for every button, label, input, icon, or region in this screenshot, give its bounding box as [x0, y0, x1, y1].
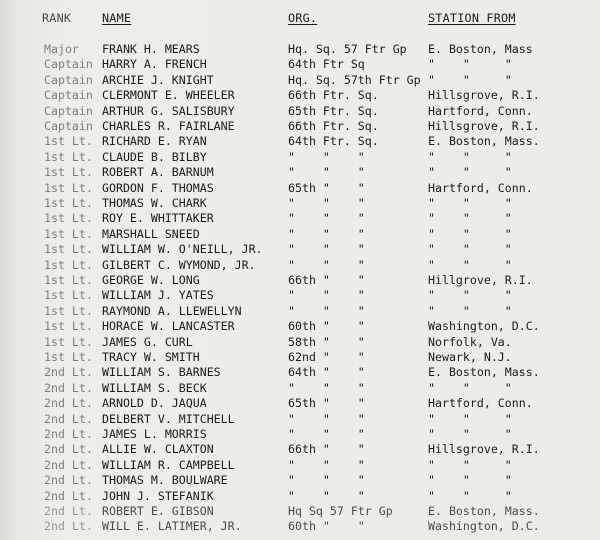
station-cell: " " " — [428, 211, 512, 226]
rank-cell: 1st Lt. — [44, 257, 93, 272]
org-cell: 66th Ftr. Sq. — [288, 88, 379, 103]
table-row — [0, 426, 600, 442]
rank-cell: 1st Lt. — [44, 334, 93, 349]
station-cell: " " " — [428, 411, 512, 426]
station-cell: Norfolk, Va. — [428, 334, 512, 349]
rank-cell: 1st Lt. — [44, 273, 93, 287]
station-cell: " " " — [428, 303, 512, 318]
station-cell: " " " — [428, 165, 512, 180]
name-cell: ARCHIE J. KNIGHT — [102, 72, 214, 87]
table-row — [0, 380, 600, 396]
rank-cell: 2nd Lt. — [44, 380, 93, 395]
name-cell: WILLIAM S. BARNES — [102, 365, 221, 380]
table-row — [0, 226, 600, 242]
station-cell: Hillsgrove, R.I. — [428, 88, 540, 103]
table-row — [0, 287, 600, 303]
table-row — [0, 41, 600, 57]
table-row — [0, 503, 600, 519]
name-cell: ARNOLD D. JAQUA — [102, 396, 207, 411]
rank-cell: 2nd Lt. — [44, 519, 93, 534]
station-cell: " " " — [428, 196, 512, 210]
name-cell: JOHN J. STEFANIK — [102, 488, 214, 503]
station-cell: Washington, D.C. — [428, 519, 540, 534]
table-row — [0, 472, 600, 488]
table-row — [0, 87, 600, 103]
rank-cell: 1st Lt. — [44, 211, 93, 226]
station-cell: " " " — [428, 226, 512, 241]
org-cell: Hq Sq 57 Ftr Gp — [288, 504, 393, 518]
name-cell: GILBERT C. WYMOND, JR. — [102, 257, 256, 272]
table-row — [0, 180, 600, 196]
name-cell: RAYMOND A. LLEWELLYN — [102, 303, 242, 318]
name-cell: WILLIAM W. O'NEILL, JR. — [102, 242, 263, 257]
station-cell: Hillgrove, R.I. — [428, 273, 533, 287]
rank-cell: 1st Lt. — [44, 303, 93, 318]
org-cell: 66th " " — [288, 273, 365, 287]
rank-cell: 1st Lt. — [44, 350, 93, 364]
rank-cell: Captain — [44, 88, 93, 103]
table-row — [0, 364, 600, 380]
table-row — [0, 518, 600, 534]
name-cell: WILLIAM J. YATES — [102, 288, 214, 303]
org-cell: " " " — [288, 457, 365, 472]
rank-cell: 1st Lt. — [44, 319, 93, 334]
org-cell: " " " — [288, 242, 365, 257]
rank-cell: 2nd Lt. — [44, 442, 93, 457]
org-cell: 62nd " " — [288, 350, 365, 364]
rank-cell: Captain — [44, 103, 93, 118]
station-column-header: STATION FROM — [428, 11, 516, 25]
column-header-row — [0, 10, 600, 26]
name-cell: CHARLES R. FAIRLANE — [102, 119, 235, 133]
table-row — [0, 334, 600, 350]
station-cell: E. Boston, Mass. — [428, 365, 540, 380]
station-cell: " " " — [428, 72, 512, 87]
rank-cell: 1st Lt. — [44, 180, 93, 195]
station-cell: E. Boston, Mass — [428, 42, 533, 56]
org-cell: 66th Ftr. Sq. — [288, 119, 379, 133]
rank-cell: 1st Lt. — [44, 149, 93, 164]
name-cell: CLERMONT E. WHEELER — [102, 88, 235, 103]
table-row — [0, 133, 600, 149]
org-cell: " " " — [288, 303, 365, 318]
table-row — [0, 395, 600, 411]
name-cell: GEORGE W. LONG — [102, 273, 200, 287]
org-cell: " " " — [288, 196, 365, 210]
rank-cell: 2nd Lt. — [44, 473, 93, 488]
rank-cell: 2nd Lt. — [44, 396, 93, 411]
table-row — [0, 488, 600, 504]
rank-cell: 2nd Lt. — [44, 365, 93, 380]
table-row — [0, 457, 600, 473]
table-row — [0, 441, 600, 457]
rank-cell: 2nd Lt. — [44, 427, 93, 441]
table-row — [0, 303, 600, 319]
rank-cell: 2nd Lt. — [44, 504, 93, 518]
org-cell: 66th " " — [288, 442, 365, 457]
name-cell: JAMES G. CURL — [102, 334, 193, 349]
org-cell: Hq. Sq. 57 Ftr Gp — [288, 42, 407, 56]
table-row — [0, 210, 600, 226]
table-row — [0, 257, 600, 273]
org-cell: 64th Ftr Sq — [288, 57, 365, 72]
name-cell: WILLIAM R. CAMPBELL — [102, 457, 235, 472]
station-cell: E. Boston, Mass. — [428, 134, 540, 149]
rank-cell: 1st Lt. — [44, 196, 93, 210]
org-cell: 65th " " — [288, 396, 365, 411]
station-cell: " " " — [428, 57, 512, 72]
name-cell: FRANK H. MEARS — [102, 42, 200, 56]
org-cell: " " " — [288, 488, 365, 503]
table-row — [0, 56, 600, 72]
org-cell: 58th " " — [288, 334, 365, 349]
org-cell: " " " — [288, 473, 365, 488]
station-cell: " " " — [428, 288, 512, 303]
name-cell: ARTHUR G. SALISBURY — [102, 103, 235, 118]
name-cell: ALLIE W. CLAXTON — [102, 442, 214, 457]
rank-cell: Captain — [44, 72, 93, 87]
table-row — [0, 349, 600, 365]
rank-cell: 2nd Lt. — [44, 457, 93, 472]
station-cell: Hillsgrove, R.I. — [428, 119, 540, 133]
station-cell: Washington, D.C. — [428, 319, 540, 334]
org-cell: " " " — [288, 149, 365, 164]
org-cell: Hq. Sq. 57th Ftr Gp — [288, 72, 421, 87]
table-row — [0, 411, 600, 427]
name-cell: HORACE W. LANCASTER — [102, 319, 235, 334]
table-row — [0, 272, 600, 288]
name-cell: ROBERT E. GIBSON — [102, 504, 214, 518]
station-cell: " " " — [428, 488, 512, 503]
rank-cell: Major — [44, 42, 79, 56]
name-cell: MARSHALL SNEED — [102, 226, 200, 241]
station-cell: Newark, N.J. — [428, 350, 512, 364]
station-cell: " " " — [428, 380, 512, 395]
org-cell: 60th " " — [288, 319, 365, 334]
org-cell: 60th " " — [288, 519, 365, 534]
table-row — [0, 149, 600, 165]
org-cell: " " " — [288, 427, 365, 441]
org-column-header: ORG. — [288, 11, 318, 25]
rank-cell: 1st Lt. — [44, 242, 93, 257]
name-column-header: NAME — [102, 11, 132, 25]
name-cell: GORDON F. THOMAS — [102, 180, 214, 195]
org-cell: 65th Ftr. Sq. — [288, 103, 379, 118]
name-cell: ROBERT A. BARNUM — [102, 165, 214, 180]
rank-cell: 1st Lt. — [44, 288, 93, 303]
table-row — [0, 318, 600, 334]
name-cell: RICHARD E. RYAN — [102, 134, 207, 149]
rank-cell: 2nd Lt. — [44, 488, 93, 503]
station-cell: " " " — [428, 149, 512, 164]
org-cell: 64th " " — [288, 365, 365, 380]
station-cell: Hartford, Conn. — [428, 180, 533, 195]
org-cell: 65th " " — [288, 180, 365, 195]
station-cell: Hartford, Conn. — [428, 396, 533, 411]
station-cell: " " " — [428, 242, 512, 257]
rank-column-header: RANK — [42, 11, 72, 25]
name-cell: THOMAS M. BOULWARE — [102, 473, 228, 488]
name-cell: WILLIAM S. BECK — [102, 380, 207, 395]
name-cell: TRACY W. SMITH — [102, 350, 200, 364]
rank-cell: 1st Lt. — [44, 226, 93, 241]
name-cell: DELBERT V. MITCHELL — [102, 411, 235, 426]
org-cell: " " " — [288, 380, 365, 395]
org-cell: " " " — [288, 257, 365, 272]
station-cell: " " " — [428, 457, 512, 472]
name-cell: JAMES L. MORRIS — [102, 427, 207, 441]
station-cell: " " " — [428, 473, 512, 488]
station-cell: Hillsgrove, R.I. — [428, 442, 540, 457]
name-cell: THOMAS W. CHARK — [102, 196, 207, 210]
rank-cell: Captain — [44, 57, 93, 72]
station-cell: E. Boston, Mass. — [428, 504, 540, 518]
table-row — [0, 72, 600, 88]
org-cell: " " " — [288, 226, 365, 241]
table-row — [0, 195, 600, 211]
name-cell: ROY E. WHITTAKER — [102, 211, 214, 226]
org-cell: " " " — [288, 411, 365, 426]
org-cell: " " " — [288, 165, 365, 180]
name-cell: CLAUDE B. BILBY — [102, 149, 207, 164]
station-cell: " " " — [428, 257, 512, 272]
name-cell: WILL E. LATIMER, JR. — [102, 519, 242, 534]
table-row — [0, 103, 600, 119]
org-cell: " " " — [288, 288, 365, 303]
org-cell: " " " — [288, 211, 365, 226]
rank-cell: 1st Lt. — [44, 165, 93, 180]
station-cell: " " " — [428, 427, 512, 441]
table-row — [0, 118, 600, 134]
station-cell: Hartford, Conn. — [428, 103, 533, 118]
table-row — [0, 241, 600, 257]
table-row — [0, 164, 600, 180]
rank-cell: Captain — [44, 119, 93, 133]
org-cell: 64th Ftr. Sq. — [288, 134, 379, 149]
name-cell: HARRY A. FRENCH — [102, 57, 207, 72]
rank-cell: 2nd Lt. — [44, 411, 93, 426]
rank-cell: 1st Lt. — [44, 134, 93, 149]
